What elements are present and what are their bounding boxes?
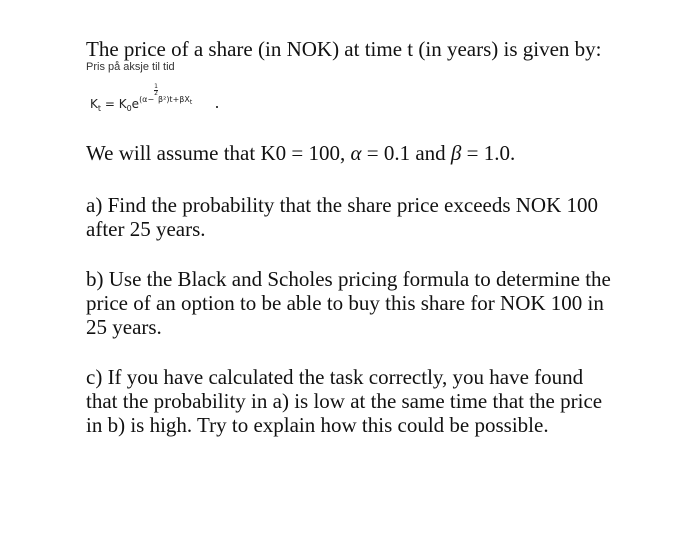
part-a-line-1: a) Find the probability that the share price exceeds NOK 100 (86, 193, 599, 217)
formula-exponent (139, 83, 193, 106)
assumption-mid1: = 100, (286, 141, 351, 165)
formula-exp-base: e (131, 97, 140, 111)
assumption-prefix: We will assume that K (86, 141, 276, 165)
cropped-text-fragment (86, 61, 175, 80)
assumption-alpha: α (350, 141, 362, 165)
formula-fraction-numerator: 1 (154, 83, 158, 90)
formula-fraction-denominator: 2 (154, 90, 158, 97)
formula-exponent-part1: (α− (139, 95, 155, 104)
cropped-text: Pris på aksje til tid (86, 61, 175, 73)
part-b-line-1: b) Use the Black and Scholes pricing formula to determine the (86, 267, 611, 291)
part-c-line-3: in b) is high. Try to explain how this could be possible. (86, 413, 549, 437)
part-c-line-2: that the probability in a) is low at the same time that the price (86, 389, 603, 413)
part-a-line-2: after 25 years. (86, 217, 206, 241)
share-price-formula (90, 84, 192, 113)
part-b-line-3: 25 years. (86, 315, 162, 339)
formula-equals: = (101, 97, 119, 111)
stray-dot (216, 106, 218, 108)
formula-exponent-part2: β²)t+βX (158, 95, 190, 104)
part-c-line-1: c) If you have calculated the task correctly, you have found (86, 365, 584, 389)
formula-rhs-subscript: 0 (126, 104, 132, 113)
part-b-line-2: price of an option to be able to buy this share for NOK 100 in (86, 291, 604, 315)
formula-lhs-subscript: t (97, 104, 102, 113)
formula-rhs: K (118, 97, 127, 111)
assumption-mid2: = 0.1 and (361, 141, 451, 165)
formula-lhs: K (90, 97, 98, 111)
assumption-line (86, 140, 515, 166)
assumption-suffix: = 1.0. (461, 141, 516, 165)
assumption-beta: β (450, 141, 462, 165)
assumption-k0-subscript: 0 (275, 141, 287, 165)
problem-heading: The price of a share (in NOK) at time t (in years) is given by: (86, 37, 602, 61)
formula-exponent-subscript: t (189, 99, 193, 106)
